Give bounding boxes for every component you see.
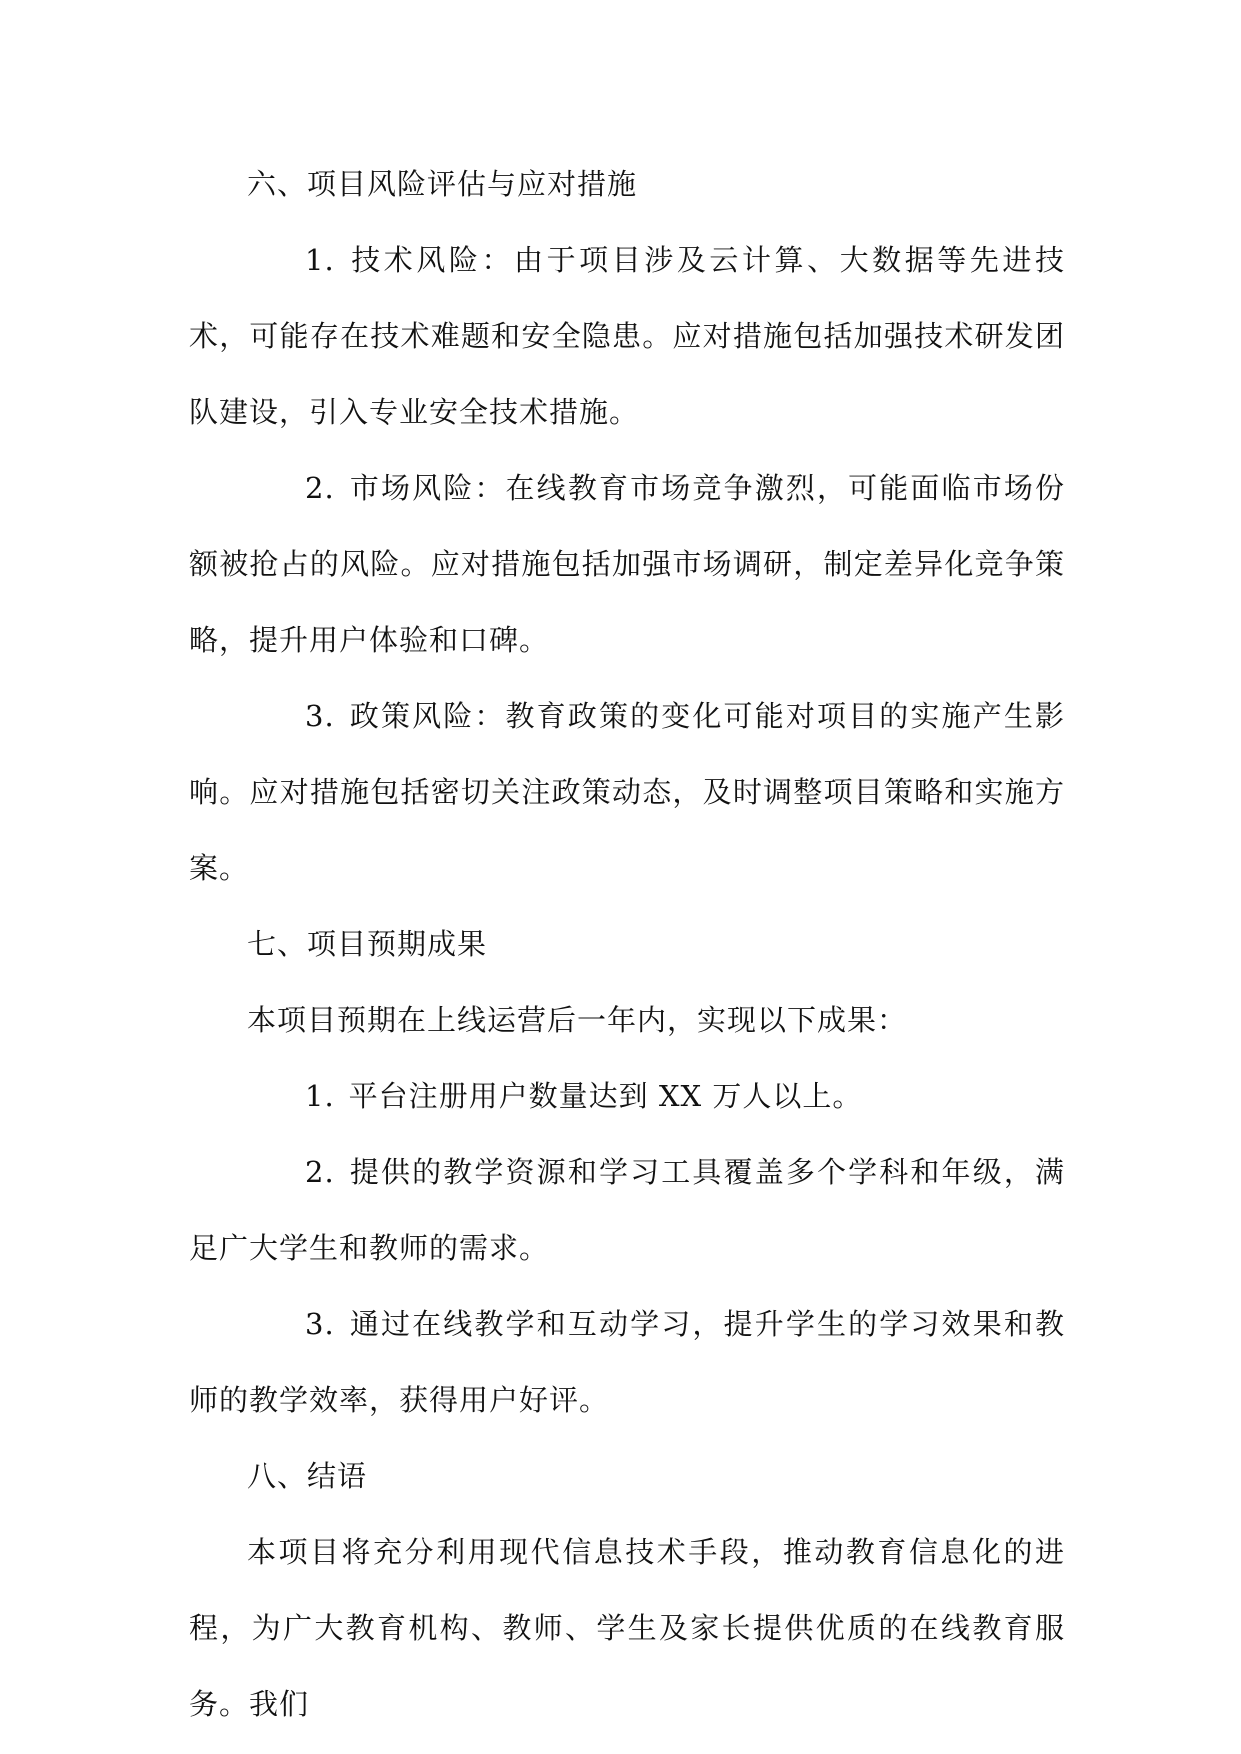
paragraph-text: 技术风险：由于项目涉及云计算、大数据等先进技术，可能存在技术难题和安全隐患。应对措施包括加强技术研发团队建设，引入专业安全技术措施。 [189, 243, 1065, 429]
item-number: 2. [305, 1155, 335, 1189]
item-number: 3. [305, 699, 335, 733]
paragraph-text: 提供的教学资源和学习工具覆盖多个学科和年级，满足广大学生和教师的需求。 [189, 1155, 1065, 1265]
document-body [189, 146, 1065, 1742]
paragraph-conclusion: 本项目将充分利用现代信息技术手段，推动教育信息化的进程，为广大教育机构、教师、学生及家长提供优质的在线教育服务。我们 [189, 1535, 1065, 1721]
item-number: 1. [305, 1079, 335, 1113]
paragraph-risk-1 [189, 222, 1065, 450]
item-number: 1. [305, 243, 335, 277]
paragraph-text: 平台注册用户数量达到 XX 万人以上。 [348, 1079, 863, 1113]
paragraph-text: 政策风险：教育政策的变化可能对项目的实施产生影响。应对措施包括密切关注政策动态，及时调整项目策略和实施方案。 [189, 699, 1065, 885]
paragraph-outcomes-intro: 本项目预期在上线运营后一年内，实现以下成果： [247, 1003, 908, 1037]
section-heading-risk: 六、项目风险评估与应对措施 [247, 167, 638, 201]
item-number: 2. [305, 471, 335, 505]
paragraph-text: 市场风险：在线教育市场竞争激烈，可能面临市场份额被抢占的风险。应对措施包括加强市场调研，制定差异化竞争策略，提升用户体验和口碑。 [189, 471, 1065, 657]
section-heading-conclusion: 八、结语 [247, 1459, 368, 1493]
paragraph-outcome-2 [189, 1134, 1065, 1286]
item-number: 3. [305, 1307, 335, 1341]
section-heading-outcomes: 七、项目预期成果 [247, 927, 488, 961]
paragraph-outcome-1 [189, 1058, 1065, 1134]
paragraph-risk-2 [189, 450, 1065, 678]
paragraph-text: 通过在线教学和互动学习，提升学生的学习效果和教师的教学效率，获得用户好评。 [189, 1307, 1065, 1417]
paragraph-risk-3 [189, 678, 1065, 906]
paragraph-outcome-3 [189, 1286, 1065, 1438]
